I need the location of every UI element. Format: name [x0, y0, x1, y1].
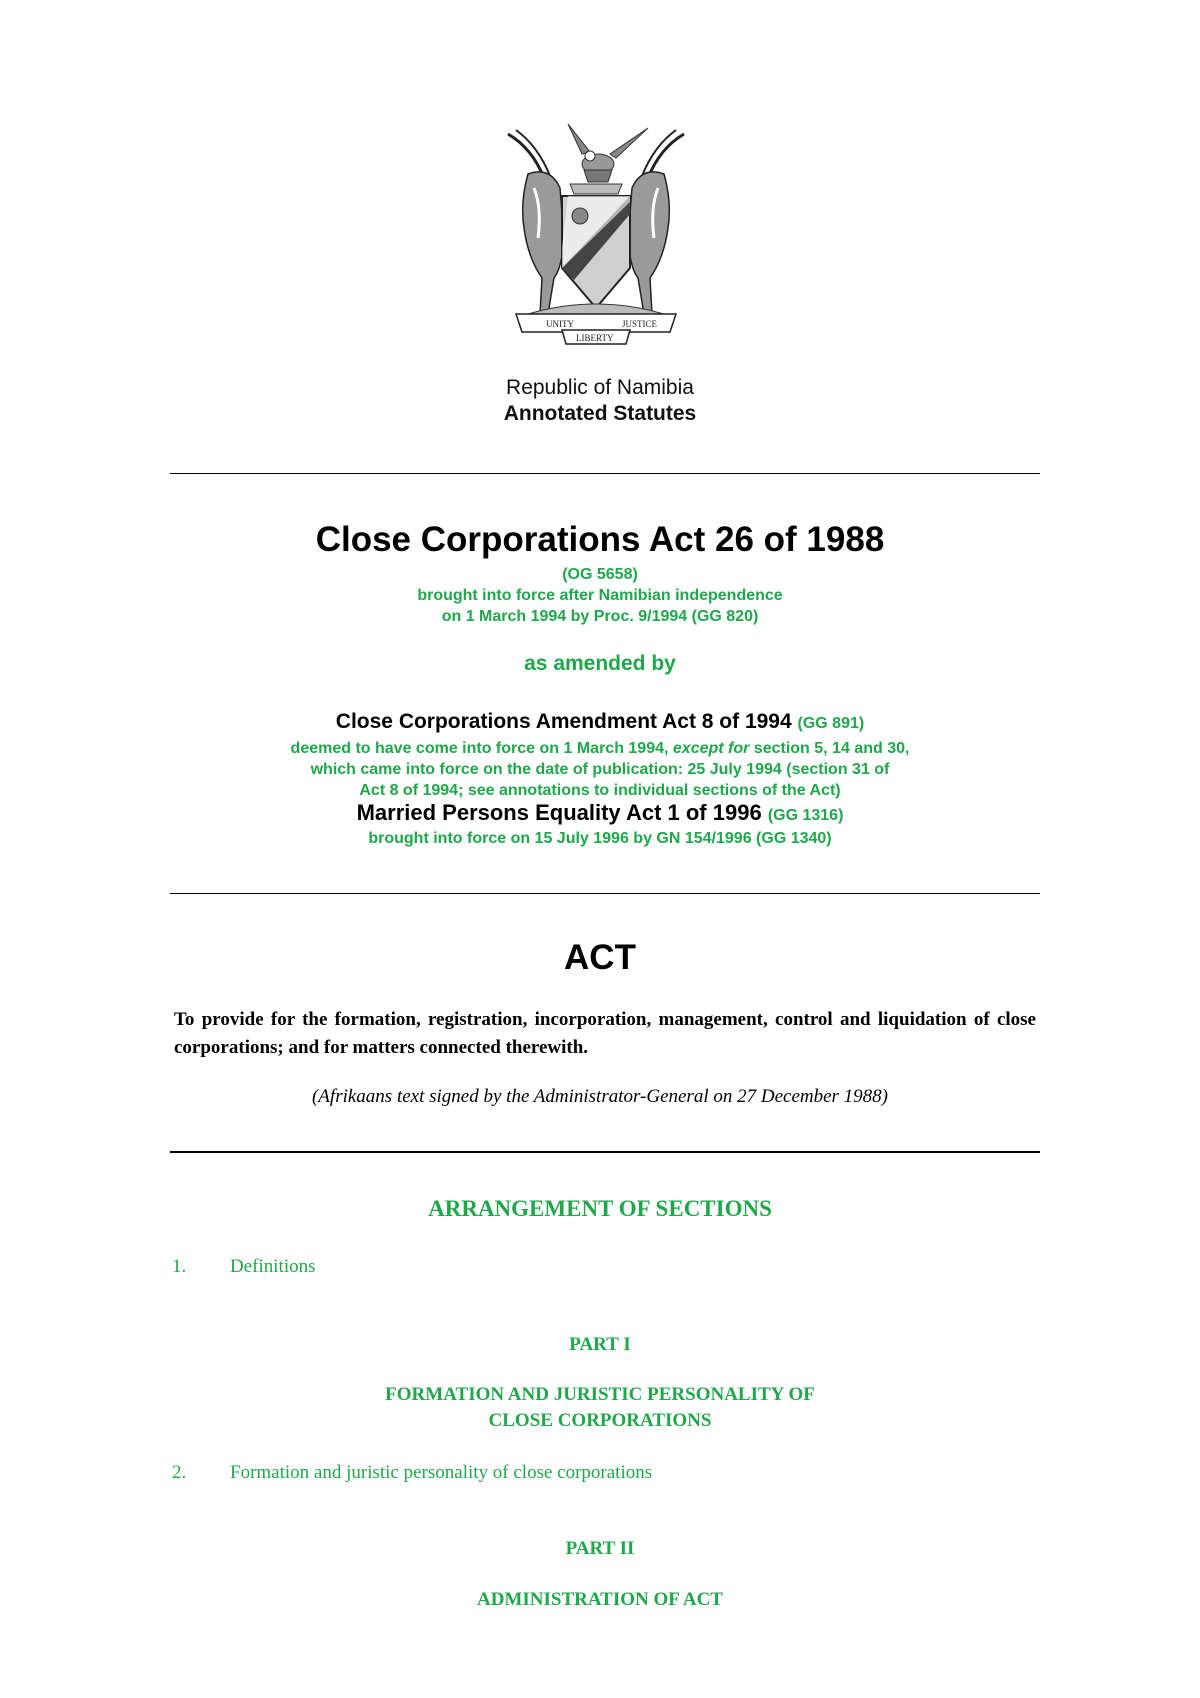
motto-liberty: LIBERTY	[576, 333, 614, 343]
section-number: 2.	[172, 1462, 187, 1483]
divider	[170, 893, 1040, 894]
commencement-line-1: brought into force after Namibian independence	[417, 587, 783, 604]
arrangement-heading: ARRANGEMENT OF SECTIONS	[428, 1196, 772, 1221]
amendment-1-note-a: deemed to have come into force on 1 March 1994,	[290, 740, 673, 757]
amendment-1-title	[0, 710, 1200, 734]
amendment-1-name: Close Corporations Amendment Act 8 of 1994	[335, 710, 792, 733]
section-entry-1[interactable]	[172, 1256, 316, 1278]
amendment-1-note-line-2: which came into force on the date of publication: 25 July 1994 (section 31 of	[310, 761, 890, 778]
part-2-heading: PART II	[565, 1538, 635, 1559]
amendment-1-note-line-1	[0, 738, 1200, 759]
part-1-heading: PART I	[569, 1334, 631, 1355]
section-entry-2[interactable]	[172, 1462, 652, 1484]
afrikaans-text-note: (Afrikaans text signed by the Administrator-General on 27 December 1988)	[311, 1086, 889, 1107]
amendment-2-name: Married Persons Equality Act 1 of 1996	[356, 800, 762, 825]
section-number: 1.	[172, 1256, 187, 1277]
amendment-1-gg: (GG 891)	[797, 715, 865, 732]
amendment-2-title	[0, 800, 1200, 826]
official-gazette-ref: (OG 5658)	[562, 566, 638, 583]
part-2-title: ADMINISTRATION OF ACT	[477, 1589, 723, 1610]
act-heading: ACT	[564, 938, 636, 977]
part-1-title-line-2: CLOSE CORPORATIONS	[488, 1410, 712, 1431]
amendment-1-note-line-3: Act 8 of 1994; see annotations to individual sections of the Act)	[359, 782, 841, 799]
as-amended-by-label: as amended by	[524, 652, 676, 675]
amendment-1-note-except: except for	[672, 740, 750, 757]
section-label: Definitions	[230, 1256, 316, 1277]
republic-label: Republic of Namibia	[506, 376, 694, 399]
motto-justice: JUSTICE	[622, 319, 658, 329]
amendment-2-gg: (GG 1316)	[767, 807, 844, 824]
section-label: Formation and juristic personality of close corporations	[230, 1462, 653, 1483]
divider	[170, 1151, 1040, 1153]
annotated-statutes-label: Annotated Statutes	[503, 402, 697, 425]
amendment-2-note: brought into force on 15 July 1996 by GN 154/1996 (GG 1340)	[368, 830, 832, 847]
namibia-coat-of-arms-logo	[498, 118, 694, 346]
divider	[170, 473, 1040, 474]
part-1-title-line-1: FORMATION AND JURISTIC PERSONALITY OF	[385, 1384, 815, 1405]
amendment-1-note-b: section 5, 14 and 30,	[749, 740, 910, 757]
commencement-line-2: on 1 March 1994 by Proc. 9/1994 (GG 820)	[441, 608, 759, 625]
motto-unity: UNITY	[546, 319, 574, 329]
act-title: Close Corporations Act 26 of 1988	[315, 520, 885, 559]
long-title: To provide for the formation, registration, incorporation, management, control and liquidation of close corporations; and for matters connected therewith.	[174, 1009, 1036, 1058]
